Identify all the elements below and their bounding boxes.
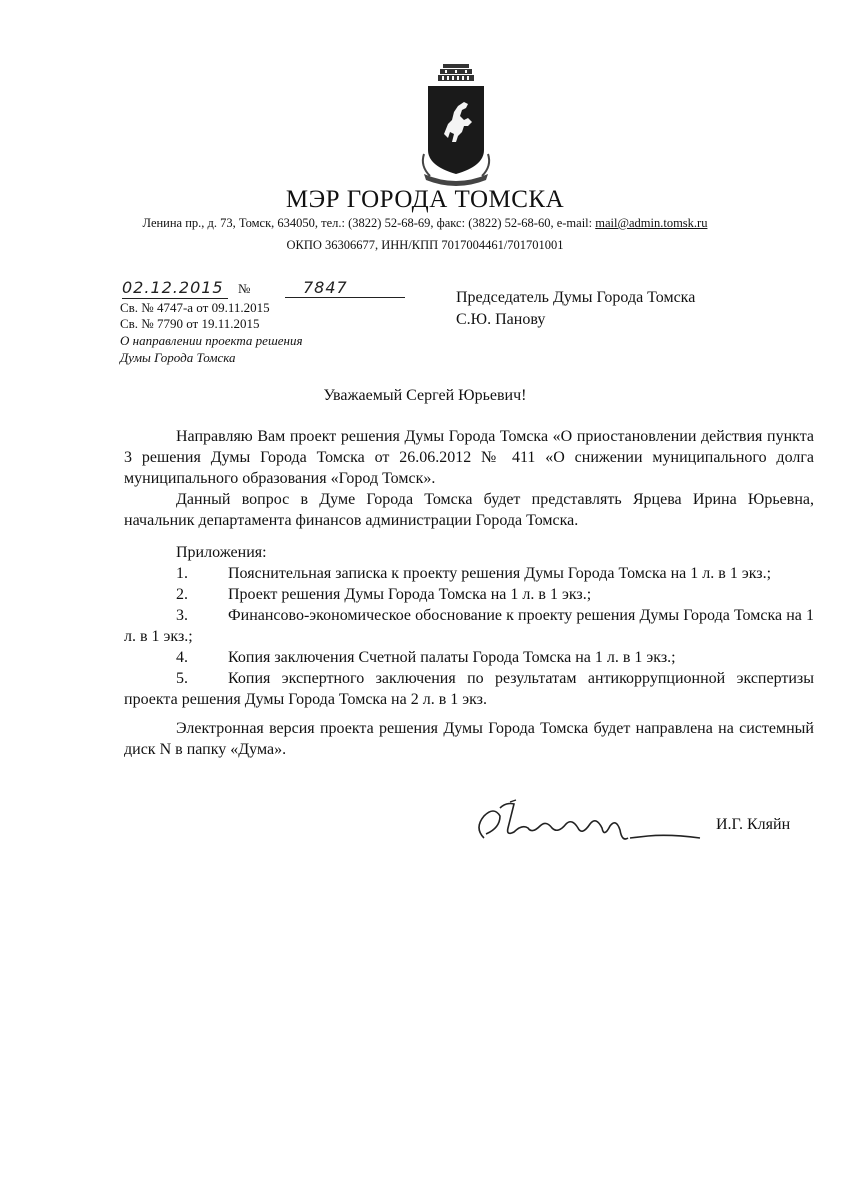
date-number-line bbox=[120, 278, 410, 300]
list-item-text: Финансово-экономическое обоснование к проекту решения Думы Города Томска на 1 л. в 1 экз.; bbox=[124, 607, 814, 645]
appendix-list bbox=[124, 542, 814, 710]
letterhead-okpo: ОКПО 36306677, ИНН/КПП 7017004461/701701001 bbox=[286, 238, 564, 252]
list-item-text: Копия экспертного заключения по результатам антикоррупционной экспертизы проекта решения Думы Города Томска на 2 л. в 1 экз. bbox=[124, 670, 814, 708]
addressee-position: Председатель Думы Города Томска bbox=[456, 289, 696, 306]
paragraph-2 bbox=[124, 489, 814, 531]
list-item-number: 2. bbox=[176, 586, 188, 603]
list-item-text: Проект решения Думы Города Томска на 1 л. в 1 экз.; bbox=[228, 586, 592, 603]
list-item-text: Пояснительная записка к проекту решения Думы Города Томска на 1 л. в 1 экз.; bbox=[228, 565, 772, 582]
list-item-number: 5. bbox=[176, 670, 188, 687]
list-item bbox=[124, 647, 814, 668]
letterhead-title: МЭР ГОРОДА ТОМСКА bbox=[285, 186, 565, 213]
reference-1: Св. № 4747-а от 09.11.2015 bbox=[120, 300, 270, 315]
list-item-number: 1. bbox=[176, 565, 188, 582]
tomsk-coat-of-arms-icon bbox=[418, 62, 494, 190]
signatory-name: И.Г. Кляйн bbox=[716, 816, 791, 833]
subject-line-2: Думы Города Томска bbox=[120, 350, 236, 365]
list-item bbox=[124, 563, 814, 584]
appendix-header: Приложения: bbox=[176, 544, 267, 561]
email-link[interactable]: mail@admin.tomsk.ru bbox=[595, 216, 708, 230]
paragraph-2-text: Данный вопрос в Думе Города Томска будет представлять Ярцева Ирина Юрьевна, начальник департамента финансов администрации Города Томска. bbox=[124, 491, 814, 529]
list-item-number: 4. bbox=[176, 649, 188, 666]
paragraph-3-text: Электронная версия проекта решения Думы Города Томска будет направлена на системный диск N в папку «Дума». bbox=[124, 720, 814, 758]
address-text: Ленина пр., д. 73, Томск, 634050, тел.: (3822) 52-68-69, факс: (3822) 52-68-60, e-mail: bbox=[142, 216, 596, 230]
paragraph-1-text: Направляю Вам проект решения Думы Города Томска «О приостановлении действия пункта 3 решения Думы Города Томска от 26.06.2012 № 411 «О снижении муниципального долга муниципального образования «Город Томск». bbox=[124, 428, 814, 487]
greeting: Уважаемый Сергей Юрьевич! bbox=[323, 387, 527, 404]
handwritten-signature-icon bbox=[470, 798, 702, 850]
list-item bbox=[124, 605, 814, 647]
paragraph-3 bbox=[124, 718, 814, 760]
letterhead-address bbox=[0, 216, 850, 231]
number-sign: № bbox=[238, 281, 251, 296]
paragraph-1 bbox=[124, 426, 814, 489]
list-item-text: Копия заключения Счетной палаты Города Томска на 1 л. в 1 экз.; bbox=[228, 649, 676, 666]
list-item bbox=[124, 584, 814, 605]
list-item-number: 3. bbox=[176, 607, 188, 624]
handwritten-date: 02.12.2015 bbox=[122, 278, 228, 299]
outgoing-reference-block bbox=[120, 278, 410, 366]
subject-line-1: О направлении проекта решения bbox=[120, 333, 303, 348]
addressee-block bbox=[456, 287, 695, 331]
list-item bbox=[124, 668, 814, 710]
addressee-name: С.Ю. Панову bbox=[456, 311, 546, 328]
handwritten-number: 7847 bbox=[285, 278, 405, 298]
reference-2: Св. № 7790 от 19.11.2015 bbox=[120, 316, 260, 331]
